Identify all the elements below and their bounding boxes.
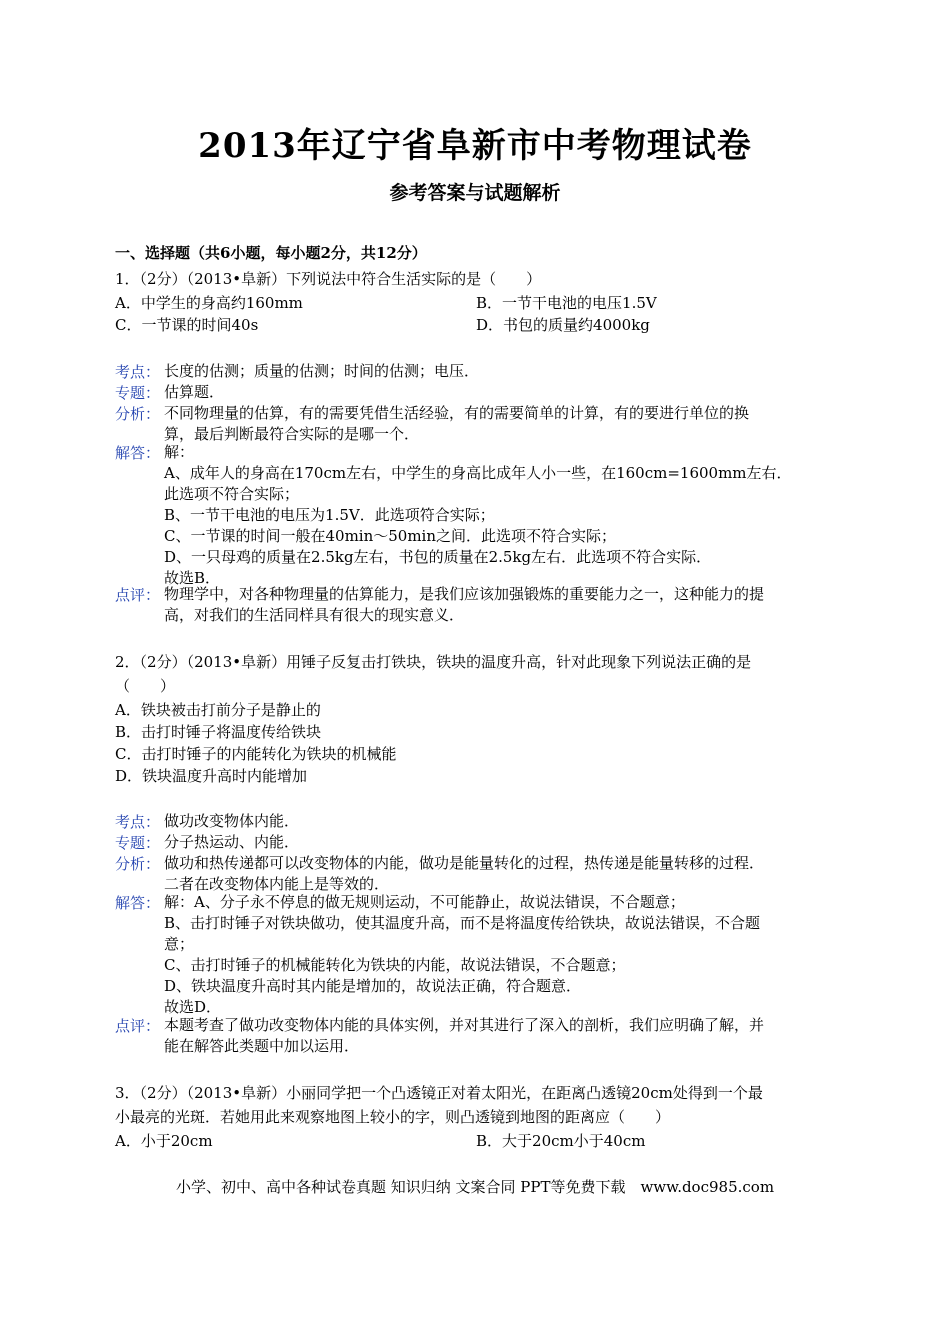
q1-jieda-line: 解： — [164, 443, 195, 461]
q1-zhuanti-label: 专题： — [115, 384, 161, 402]
q2-jieda-label: 解答： — [115, 894, 161, 912]
q2-fenxi-label: 分析： — [115, 855, 161, 873]
q2-jieda-line: 故选D． — [164, 998, 222, 1016]
q1-dianping — [164, 584, 844, 626]
q2-dianping-line: 本题考查了做功改变物体内能的具体实例，并对其进行了深入的剖析，我们应明确了解，并 — [164, 1016, 765, 1034]
q1-fenxi-label: 分析： — [115, 405, 161, 423]
question-2-option-a: A．铁块被击打前分子是静止的 — [115, 701, 321, 719]
question-3-option-b: B．大于20cm小于40cm — [476, 1132, 646, 1150]
question-2-option-c: C．击打时锤子的内能转化为铁块的机械能 — [115, 745, 397, 763]
q2-jieda-line: 解：A、分子永不停息的做无规则运动，不可能静止，故说法错误，不合题意； — [164, 893, 685, 911]
question-1-option-b: B．一节干电池的电压1.5V — [476, 294, 657, 312]
q2-kaodian — [164, 811, 844, 832]
question-3-stem-cont: 小最亮的光斑．若她用此来观察地图上较小的字，则凸透镜到地图的距离应（ ） — [115, 1108, 671, 1126]
q1-jieda-line: D、一只母鸡的质量在2.5kg左右，书包的质量在2.5kg左右．此选项不符合实际． — [164, 548, 712, 566]
q2-zhuanti-label: 专题： — [115, 834, 161, 852]
q1-dianping-line: 高，对我们的生活同样具有很大的现实意义． — [164, 606, 465, 624]
q1-jieda — [164, 442, 844, 589]
q1-kaodian-label: 考点： — [115, 363, 161, 381]
q2-fenxi — [164, 853, 844, 895]
q1-kaodian-text: 长度的估测；质量的估测；时间的估测；电压． — [164, 362, 480, 380]
q1-kaodian — [164, 361, 844, 382]
q2-kaodian-label: 考点： — [115, 813, 161, 831]
q2-jieda-line: C、击打时锤子的机械能转化为铁块的内能，故说法错误，不合题意； — [164, 956, 626, 974]
q2-jieda-line: D、铁块温度升高时其内能是增加的，故说法正确，符合题意． — [164, 977, 582, 995]
q1-jieda-line: A、成年人的身高在170cm左右，中学生的身高比成年人小一些，在160cm=1600mm左右． — [164, 464, 792, 482]
question-3-stem: 3．（2分）（2013•阜新）小丽同学把一个凸透镜正对着太阳光，在距离凸透镜20cm处得到一个最 — [115, 1084, 763, 1102]
q2-jieda — [164, 892, 844, 1018]
q1-jieda-line: C、一节课的时间一般在40min～50min之间．此选项不符合实际； — [164, 527, 617, 545]
q2-kaodian-text: 做功改变物体内能． — [164, 812, 300, 830]
q2-dianping — [164, 1015, 844, 1057]
q2-zhuanti — [164, 832, 844, 853]
q1-fenxi — [164, 403, 844, 445]
q1-fenxi-line: 不同物理量的估算，有的需要凭借生活经验，有的需要简单的计算，有的要进行单位的换 — [164, 404, 750, 422]
q1-jieda-line: B、一节干电池的电压为1.5V．此选项符合实际； — [164, 506, 495, 524]
question-3-option-a: A．小于20cm — [115, 1132, 213, 1150]
question-2-option-b: B．击打时锤子将温度传给铁块 — [115, 723, 322, 741]
question-2-stem: 2．（2分）（2013•阜新）用锤子反复击打铁块，铁块的温度升高，针对此现象下列说法正确的是 — [115, 653, 752, 671]
page-subtitle: 参考答案与试题解析 — [389, 182, 561, 204]
q1-jieda-line: 此选项不符合实际； — [164, 485, 300, 503]
question-1-option-a: A．中学生的身高约160mm — [115, 294, 303, 312]
section-heading: 一、选择题（共6小题，每小题2分，共12分） — [115, 244, 427, 262]
q1-zhuanti-text: 估算题． — [164, 383, 225, 401]
q1-dianping-line: 物理学中，对各种物理量的估算能力，是我们应该加强锻炼的重要能力之一，这种能力的提 — [164, 585, 765, 603]
question-1-option-d: D．书包的质量约4000kg — [476, 316, 650, 334]
q2-jieda-line: B、击打时锤子对铁块做功，使其温度升高，而不是将温度传给铁块，故说法错误，不合题 — [164, 914, 761, 932]
question-2-option-d: D．铁块温度升高时内能增加 — [115, 767, 308, 785]
q2-fenxi-line: 二者在改变物体内能上是等效的． — [164, 875, 390, 893]
q1-jieda-line: 故选B． — [164, 569, 221, 587]
question-1-stem: 1．（2分）（2013•阜新）下列说法中符合生活实际的是（ ） — [115, 270, 542, 288]
question-1-option-c: C．一节课的时间40s — [115, 316, 259, 334]
q2-dianping-line: 能在解答此类题中加以运用． — [164, 1037, 360, 1055]
q2-dianping-label: 点评： — [115, 1017, 161, 1035]
q2-fenxi-line: 做功和热传递都可以改变物体的内能，做功是能量转化的过程，热传递是能量转移的过程． — [164, 854, 765, 872]
q1-jieda-label: 解答： — [115, 444, 161, 462]
q2-zhuanti-text: 分子热运动、内能． — [164, 833, 300, 851]
q1-fenxi-line: 算，最后判断最符合实际的是哪一个． — [164, 425, 420, 443]
q2-jieda-line: 意； — [164, 935, 195, 953]
page-title: 2013年辽宁省阜新市中考物理试卷 — [198, 126, 752, 166]
q1-dianping-label: 点评： — [115, 586, 161, 604]
page-footer: 小学、初中、高中各种试卷真题 知识归纳 文案合同 PPT等免费下载 www.doc985.com — [175, 1178, 775, 1196]
q1-zhuanti — [164, 382, 844, 403]
question-2-stem-cont: （ ） — [115, 677, 176, 695]
